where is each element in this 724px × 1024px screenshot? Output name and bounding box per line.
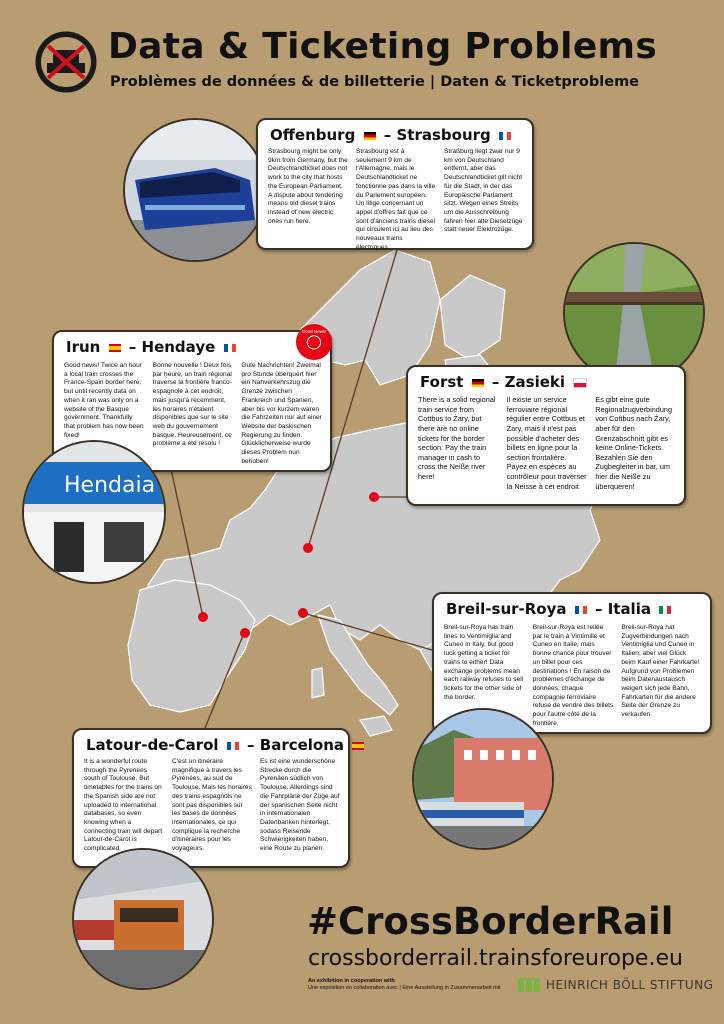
text-en: Good news! Twice an hour a local train crosses the France-Spain border here, but until recently data on when it ran was only on a website of the Basque government. Thankfully that problem has now been fixed! — [64, 362, 144, 439]
photo-offenburg-train — [123, 118, 267, 262]
text-fr: Breil-sur-Roya est reliée par le train à Vintimille et Cuneo en Italie, mais bonne chance pour trouver un billet pour ces destinations ! En raison de problèmes d'échange de données, chaque compagnie ferroviaire refuse de vendre des billets pour l'autre côté de la frontière. — [532, 624, 614, 727]
text-de: Es gibt eine gute Regionalzugverbindung von Cottbus nach Żary, aber für den Grenzabschnitt gibt es keine Online-Tickets. Bezahlen Sie den Zugbegleiter in bar, um hier die Neiße zu überqueren! — [595, 395, 673, 491]
marker-forst[interactable] — [369, 492, 379, 502]
hbs-logo-icon — [518, 978, 540, 992]
photo-latour-train — [72, 848, 214, 990]
partner-logo-text: HEINRICH BÖLL STIFTUNG — [546, 978, 714, 992]
spain-flag-icon — [109, 344, 121, 352]
marker-latour[interactable] — [240, 628, 250, 638]
photo-hendaia-station — [22, 440, 166, 584]
card-latour-barcelona — [72, 728, 350, 868]
spain-flag-icon — [352, 742, 364, 750]
map-iberia — [128, 580, 255, 712]
card-title: Breil-sur-Roya – Italia — [446, 600, 674, 618]
text-fr: Strasbourg est à seulement 9 km de l'Allemagne, mais le Deutschlandticket ne fonctionne pas dans la ville du Parlement européen. Un litige concernant un appel d'offres fait que ce sont d'anciens trains diesel qui circulent ici au lieu des nouveaux trains électriques. — [356, 148, 436, 251]
france-flag-icon — [575, 606, 587, 614]
text-de: Straßburg liegt zwar nur 9 km von Deutschland entfernt, aber das Deutschlandticket gilt nicht für die Stadt, in der das Europäische Parlament sitzt. Wegen eines Streits um die Ausschreibung fahren hier alte Dieselzüge statt neuer Elektrozüge. — [444, 148, 523, 234]
marker-irun[interactable] — [198, 612, 208, 622]
map-sicily — [360, 716, 392, 736]
lightbulb-icon: ◯ — [306, 333, 322, 349]
text-de: Es ist eine wunderschöne Strecke durch die Pyrenäen südlich von Toulouse. Allerdings sind die Fahrpläne der Züge auf der spanischen Seite nicht in internationalen Datenbanken hinterlegt, sodass Reisende Schwierigkeiten haben, eine Route zu planen. — [260, 758, 340, 853]
text-en: There is a solid regional train service from Cottbus to Żary, but there are no online tickets for the border section. Pay the train manager in cash to cross the Neiße river here! — [418, 395, 496, 481]
card-title: Latour-de-Carol – Barcelona — [86, 736, 367, 754]
good-news-label: Good News! — [301, 329, 327, 334]
france-flag-icon — [227, 742, 239, 750]
germany-flag-icon — [364, 132, 376, 140]
poland-flag-icon — [573, 378, 587, 388]
card-title: Forst – Zasieki — [420, 373, 590, 391]
good-news-badge — [296, 324, 332, 360]
website-link[interactable]: crossborderrail.trainsforeurope.eu — [308, 946, 683, 971]
map-finland — [440, 275, 505, 360]
marker-breil[interactable] — [298, 608, 308, 618]
page-title: Data & Ticketing Problems — [108, 26, 658, 67]
italy-flag-icon — [659, 606, 671, 614]
card-title: Irun – Hendaye — [66, 338, 239, 356]
germany-flag-icon — [472, 379, 484, 387]
cooperation-text-en: An exhibition in cooperation with — [308, 978, 395, 984]
text-en: Breil-sur-Roya has train lines to Ventimiglia and Cuneo in Italy, but good luck getting a ticket for trains to either! Data exchange problems mean each railway refuses to sell tickets for the other side of the border. — [444, 624, 524, 701]
marker-offenburg[interactable] — [303, 543, 313, 553]
map-sardinia — [312, 668, 324, 698]
text-fr: C'est un itinéraire magnifique à travers les Pyrénées, au sud de Toulouse. Mais les horaires des trains espagnols ne sont pas disponibles sur les bases de données internationales, ce qui complique la recherche d'itinéraires pour les voyageurs. — [172, 758, 252, 853]
text-en: Strasbourg might be only 9km from Germany, but the Deutschlandticket does not work to the city that hosts the European Parliament. A dispute about tendering means old diesel trains instead of new electric ones run here. — [268, 148, 348, 225]
text-fr: Il existe un service ferroviaire régional régulier entre Cottbus et Żary, mais il n'est pas possible d'acheter des billets en ligne pour la section frontalière. Payez en espèces au contrôleur pour traverser la Neisse à cet endroit — [506, 395, 587, 491]
card-offenburg-strasbourg — [256, 118, 534, 250]
text-fr: Bonne nouvelle ! Deux fois par heure, un train régional traverse la frontière franco-espagnole à cet endroit, mais jusqu'à récemment, les horaires n'étaient disponibles que sur le site web du gouvernement basque. Heureusement, ce problème a été résolu ! — [152, 362, 232, 448]
card-title: Offenburg – Strasbourg — [270, 126, 514, 144]
text-de: Gute Nachrichten! Zweimal pro Stunde überquert hier ein Nahverkehrszug die Grenze zwischen Frankreich und Spanien, aber bis vor kurzem waren die Fahrzeiten nur auf einer Website der baskischen Regierung zu finden. Glücklicherweise wurde dieses Problem nun behoben! — [241, 362, 322, 465]
text-en: It is a wonderful route through the Pyrenees south of Toulouse. But timetables for the trains on the Spanish side are not uploaded to international databases, so even knowing when a connecting train will depart Latour-de-Carol is complicated. — [84, 758, 163, 853]
page-subtitle: Problèmes de données & de billetterie | Daten & Ticketprobleme — [110, 74, 640, 90]
cooperation-text-fr-de: Une exposition en collaboration avec | Eine Ausstellung in Zusammenarbeit mit — [308, 985, 501, 991]
hendaia-sign-text: Hendaia — [64, 473, 156, 498]
text-de: Breil-sur-Roya hat Zugverbindungen nach Ventimiglia und Cuneo in Italien, aber viel Glück beim Kauf einer Fahrkarte! Aufgrund von Problemen beim Datenaustausch weigert sich jede Bahn, Fahrkarten für die andere Seite der Grenze zu verkaufen. — [621, 624, 700, 719]
card-forst-zasieki — [406, 365, 686, 506]
photo-breil-station — [412, 708, 554, 850]
photo-forst-bridge — [563, 242, 705, 384]
hashtag: #CrossBorderRail — [307, 900, 674, 943]
france-flag-icon — [499, 132, 511, 140]
france-flag-icon — [224, 344, 236, 352]
